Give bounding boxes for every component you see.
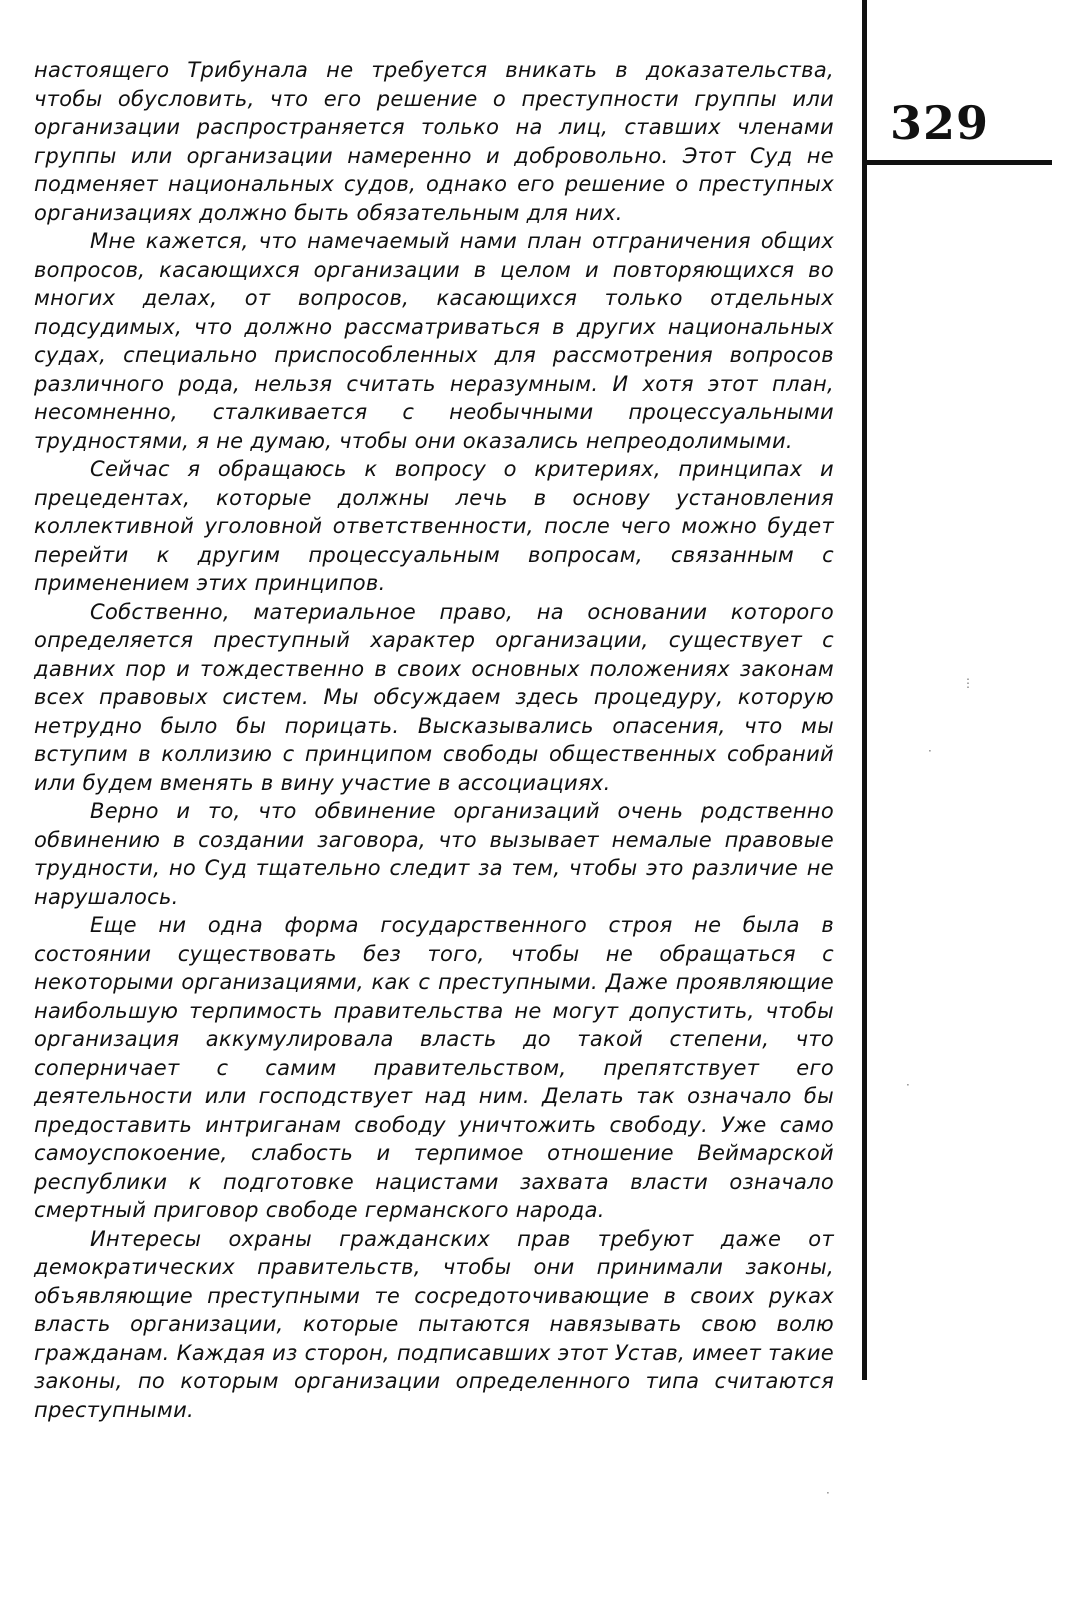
vertical-rule: [862, 0, 867, 1380]
body-text: [34, 56, 834, 1424]
horizontal-rule: [862, 160, 1052, 165]
paragraph-2: Мне кажется, что намечаемый нами план отграничения общих вопросов, касающихся организации в целом и повторяющихся во многих делах, от вопросов, касающихся только отдельных подсудимых, что должно рассматриваться в других национальных судах, специально приспособленных для рассмотрения вопросов различного рода, нельзя считать неразумным. И хотя этот план, несомненно, сталкивается с необычными процессуальными трудностями, я не думаю, чтобы они оказались непреодолимыми.: [34, 229, 834, 453]
paragraph-6: Еще ни одна форма государственного строя не была в состоянии существовать без того, чтобы не обращаться с некоторыми организациями, как с преступными. Даже проявляющие наибольшую терпимость правительства не могут допустить, чтобы организация аккумулировала власть до такой степени, что соперничает с самим правительством, препятствует его деятельности или господствует над ним. Делать так означало бы предоставить интриганам свободу уничтожить свободу. Уже само самоуспокоение, слабость и терпимое отношение Веймарской республики к подготовке нацистами захвата власти означало смертный приговор свободе германского народа.: [34, 913, 834, 1222]
scan-speck: ⋅: [826, 1486, 830, 1500]
scan-speck: ⋅: [928, 744, 932, 758]
scan-speck: ⋅: [906, 1078, 910, 1092]
paragraph-4: Собственно, материальное право, на основании которого определяется преступный характер организации, существует с давних пор и тождественно в своих основных положениях законам всех правовых систем. Мы обсуждаем здесь процедуру, которую нетрудно было бы порицать. Высказывались опасения, что мы вступим в коллизию с принципом свободы общественных собраний или будем вменять в вину участие в ассоциациях.: [34, 599, 834, 795]
page-number: 329: [890, 96, 990, 150]
paragraph-7: Интересы охраны гражданских прав требуют даже от демократических правительств, чтобы они принимали законы, объявляющие преступными те сосредоточивающие в своих руках власть организации, которые пытаются навязывать свою волю гражданам. Каждая из сторон, подписавших этот Устав, имеет такие законы, по которым организации определенного типа считаются преступными.: [34, 1226, 834, 1422]
paragraph-1: настоящего Трибунала не требуется вникать в доказательства, чтобы обусловить, что его решение о преступности группы или организации распространяется только на лиц, ставших членами группы или организации намеренно и добровольно. Этот Суд не подменяет национальных судов, однако его решение о преступных организациях должно быть обязательным для них.: [34, 58, 834, 225]
scan-speck: ⋮: [962, 676, 974, 690]
paragraph-5: Верно и то, что обвинение организаций очень родственно обвинению в создании заговора, что вызывает немалые правовые трудности, но Суд тщательно следит за тем, чтобы это различие не нарушалось.: [34, 799, 834, 909]
paragraph-3: Сейчас я обращаюсь к вопросу о критериях, принципах и прецедентах, которые должны лечь в основу установления коллективной уголовной ответственности, после чего можно будет перейти к другим процессуальным вопросам, связанным с применением этих принципов.: [34, 457, 834, 595]
